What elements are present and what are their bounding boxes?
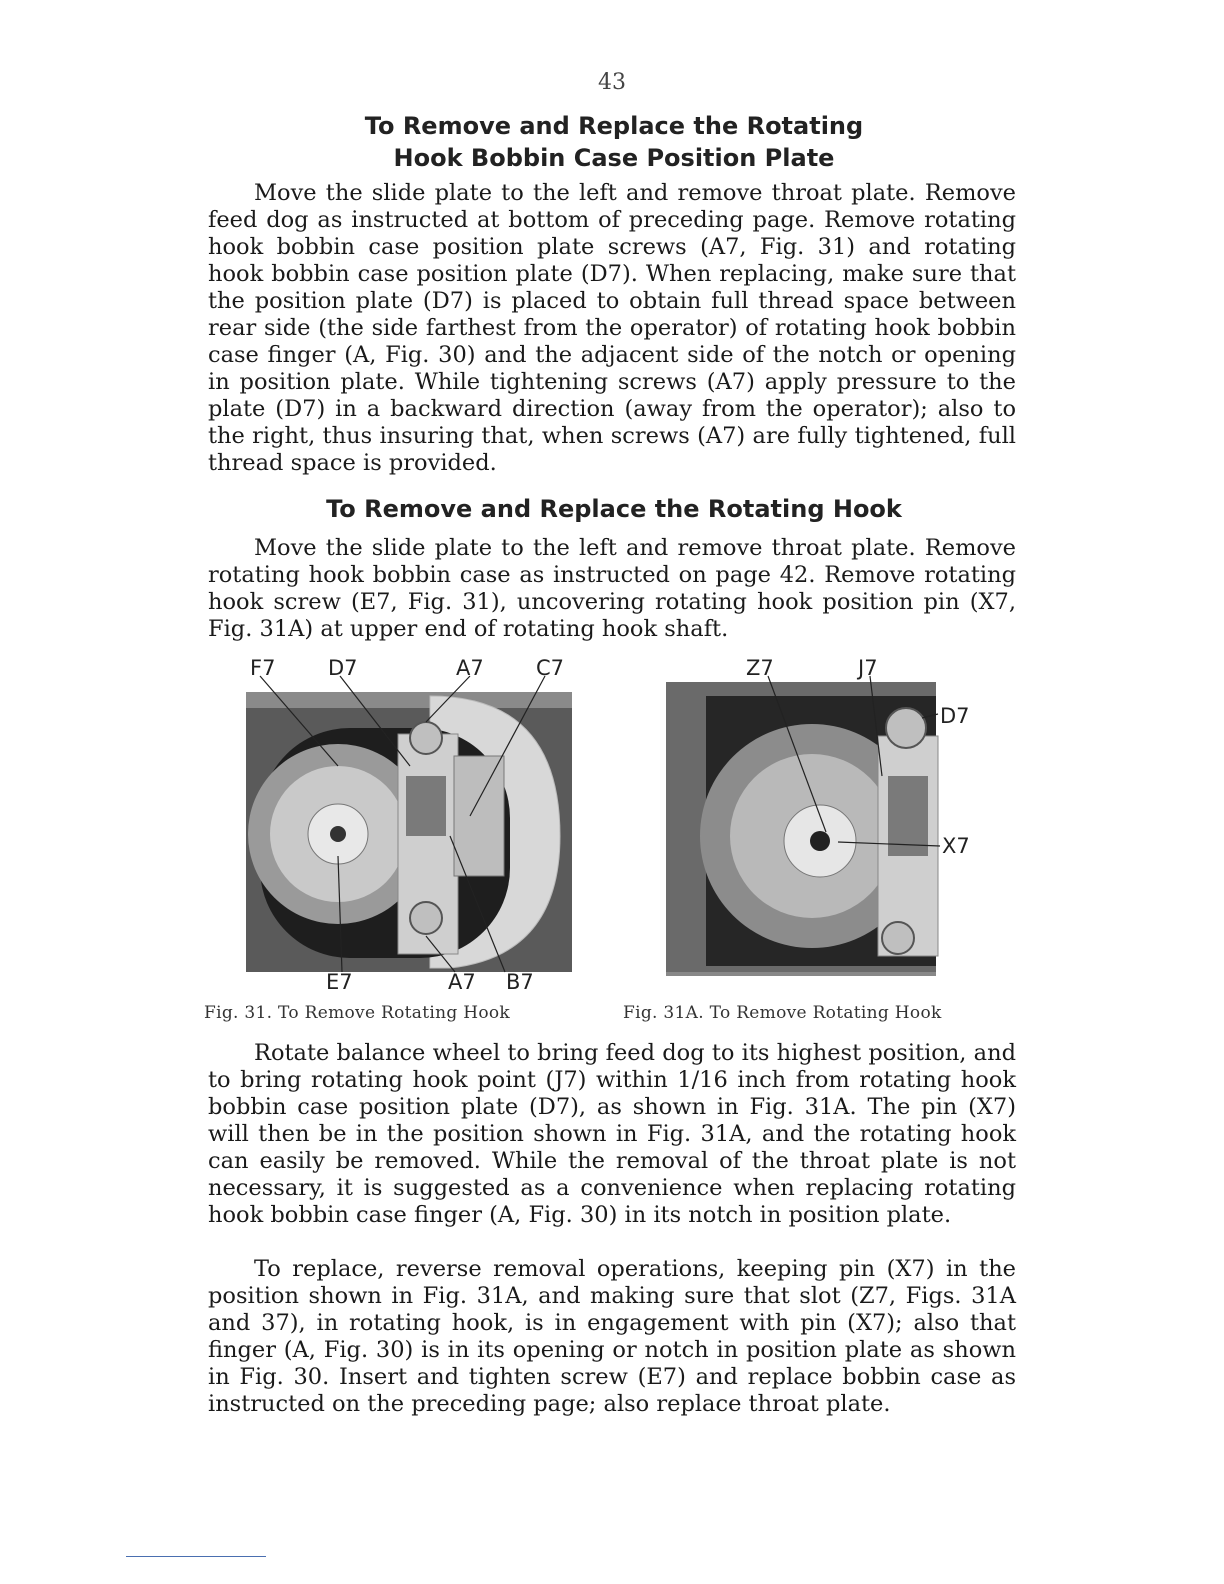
- label-b7: B7: [506, 970, 534, 994]
- label-f7: F7: [250, 656, 276, 680]
- label-j7: J7: [858, 656, 878, 680]
- figure-31-illustration: [230, 656, 580, 992]
- label-c7: C7: [536, 656, 565, 680]
- section-title-line-1: To Remove and Replace the Rotating: [364, 112, 864, 140]
- label-d7: D7: [328, 656, 358, 680]
- footnote-rule: [126, 1556, 266, 1557]
- figure-31-caption: Fig. 31. To Remove Rotating Hook: [204, 1003, 511, 1023]
- paragraph-replace-procedure: To replace, reverse removal operations, keeping pin (X7) in the position shown in Fig. 31A, and making sure that slot (Z7, Figs. 31A and 37), in rotating hook, is in engagement with pin (X7); also that finger (A, Fig. 30) is in its opening or notch in position plate as shown in Fig. 30. Insert and tighten screw (E7) and replace bobbin case as instructed on the preceding page; also replace throat plate.: [208, 1256, 1016, 1417]
- paragraph-rotate-balance-wheel: Rotate balance wheel to bring feed dog to its highest position, and to bring rotating hook point (J7) within 1/16 inch from rotating hook bobbin case position plate (D7), as shown in Fig. 31A. The pin (X7) will then be in the position shown in Fig. 31A, and the rotating hook can easily be removed. While the removal of the throat plate is not necessary, it is suggested as a convenience when replacing rotating hook bobbin case finger (A, Fig. 30) in its notch in position plate.: [208, 1040, 1016, 1228]
- figure-31a: [660, 656, 990, 992]
- paragraph-rotating-hook-removal: Move the slide plate to the left and remove throat plate. Remove rotating hook bobbin case as instructed on page 42. Remove rotating hook screw (E7, Fig. 31), uncovering rotating hook position pin (X7, Fig. 31A) at upper end of rotating hook shaft.: [208, 535, 1016, 642]
- label-e7: E7: [326, 970, 353, 994]
- label-x7: X7: [942, 834, 970, 858]
- section-title-rotating-hook: To Remove and Replace the Rotating Hook: [326, 495, 902, 523]
- label-z7: Z7: [746, 656, 774, 680]
- label-a7-bottom: A7: [448, 970, 476, 994]
- section-title-position-plate: [150, 110, 1078, 174]
- paragraph-position-plate: Move the slide plate to the left and remove throat plate. Remove feed dog as instructed at bottom of preceding page. Remove rotating hook bobbin case position plate screws (A7, Fig. 31) and rotating hook bobbin case position plate (D7). When replacing, make sure that the position plate (D7) is placed to obtain full thread space between rear side (the side farthest from the operator) of rotating hook bobbin case finger (A, Fig. 30) and the adjacent side of the notch or opening in position plate. While tightening screws (A7) apply pressure to the plate (D7) in a backward direction (away from the operator); also to the right, thus insuring that, when screws (A7) are fully tightened, full thread space is provided.: [208, 180, 1016, 476]
- figure-31: [230, 656, 580, 992]
- section-title-line-2: Hook Bobbin Case Position Plate: [393, 144, 835, 172]
- label-a7-top: A7: [456, 656, 484, 680]
- label-d7: D7: [940, 704, 970, 728]
- page-number: 43: [598, 70, 626, 95]
- figure-31a-caption: Fig. 31A. To Remove Rotating Hook: [623, 1003, 942, 1023]
